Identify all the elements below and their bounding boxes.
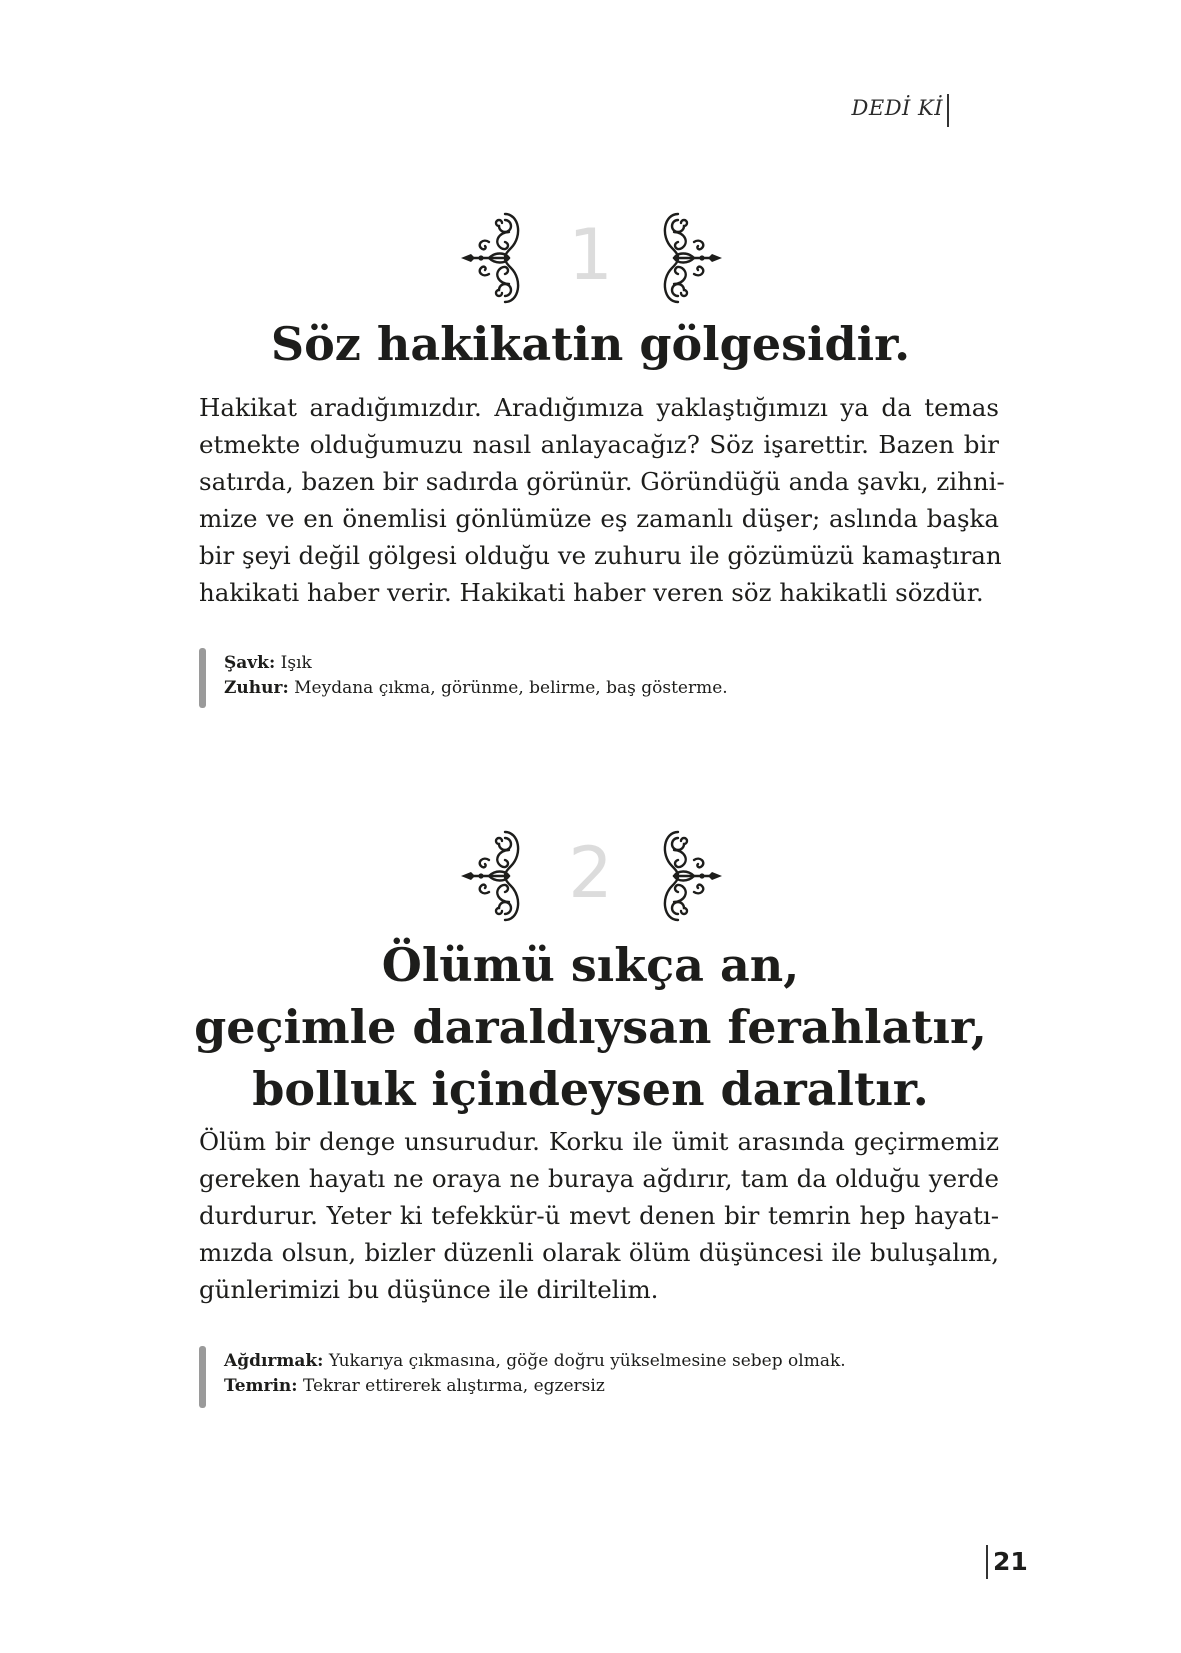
body-line: günlerimizi bu düşünce ile diriltelim. [199,1275,659,1304]
glossary-term: Şavk: [224,653,276,673]
glossary-definition: Işık [275,653,312,673]
section-2-body [199,1123,999,1308]
section-2-title [120,934,1061,1120]
glossary-bar [199,648,206,708]
glossary-term: Zuhur: [224,678,289,698]
body-line: Hakikat aradığımızdır. Aradığımıza yaklaştığımızı ya da temas [199,393,999,422]
section-1-ornament [0,206,1181,316]
body-line: mızda olsun, bizler düzenli olarak ölüm düşüncesi ile buluşalım, [199,1238,999,1267]
section-2-glossary [199,1346,846,1399]
glossary-term: Ağdırmak: [224,1351,324,1371]
body-line: etmekte olduğumuzu nasıl anlayacağız? Söz işarettir. Bazen bir [199,430,999,459]
title-line: Ölümü sıkça an, [381,938,800,992]
body-line: mize ve en önemlisi gönlümüze eş zamanlı düşer; aslında başka [199,504,999,533]
section-1-body [199,389,1005,611]
glossary-term: Temrin: [224,1376,298,1396]
glossary-definition: Meydana çıkma, görünme, belirme, baş gösterme. [288,678,728,698]
glossary-entry [224,1346,846,1374]
glossary-definition: Yukarıya çıkmasına, göğe doğru yükselmesine sebep olmak. [323,1351,846,1371]
title-line: bolluk içindeysen daraltır. [252,1062,929,1116]
title-line: geçimle daraldıysan ferahlatır, [194,1000,987,1054]
scroll-flourish-icon [652,206,724,310]
section-1-title [120,313,1061,375]
page-number: 21 [993,1547,1028,1576]
glossary-entry [224,1374,846,1399]
body-line: Ölüm bir denge unsurudur. Korku ile ümit arasında geçirmemiz [199,1127,999,1156]
glossary-entry [224,676,728,701]
section-number: 2 [568,832,613,914]
body-line: hakikati haber verir. Hakikati haber veren söz hakikatli sözdür. [199,578,984,607]
glossary-entry [224,648,728,676]
folio-rule [986,1545,988,1579]
running-head: DEDİ Kİ [851,96,943,120]
scroll-flourish-icon [652,824,724,928]
section-2-ornament [0,824,1181,934]
running-head-rule [947,94,949,127]
body-line: bir şeyi değil gölgesi olduğu ve zuhuru ile gözümüzü kamaştıran [199,541,1002,570]
glossary-definition: Tekrar ettirerek alıştırma, egzersiz [297,1376,605,1396]
body-line: durdurur. Yeter ki tefekkür-ü mevt denen bir temrin hep hayatı- [199,1201,999,1230]
title-line: Söz hakikatin gölgesidir. [270,317,911,371]
body-line: gereken hayatı ne oraya ne buraya ağdırır, tam da olduğu yerde [199,1164,999,1193]
body-line: satırda, bazen bir sadırda görünür. Göründüğü anda şavkı, zihni- [199,467,1005,496]
section-number: 1 [568,214,613,296]
section-1-glossary [199,648,728,701]
glossary-bar [199,1346,206,1408]
